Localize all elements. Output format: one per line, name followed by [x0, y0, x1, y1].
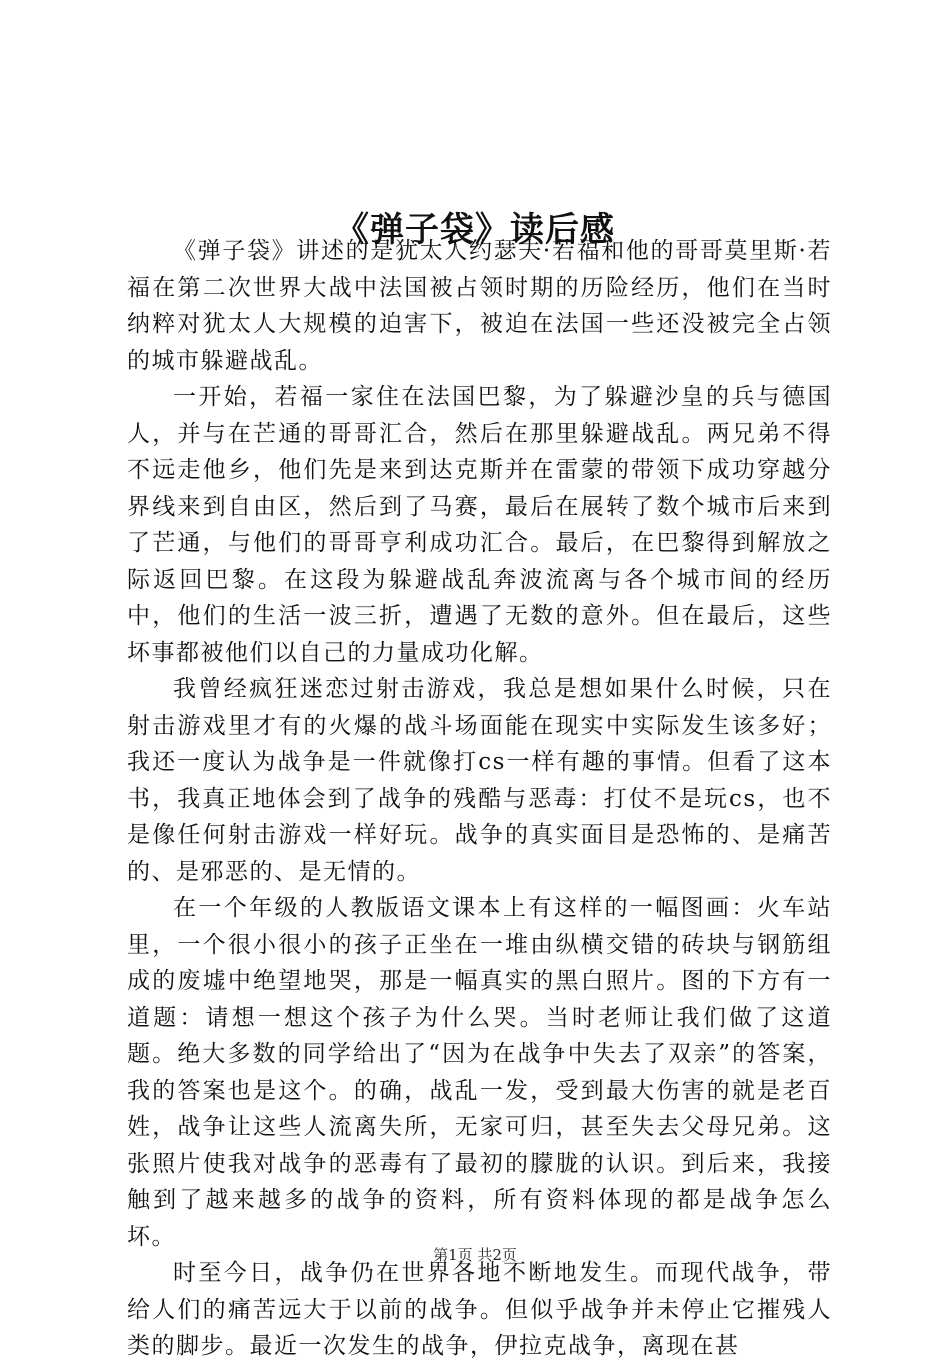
paragraph-5: 时至今日，战争仍在世界各地不断地发生。而现代战争，带给人们的痛苦远大于以前的战争。但似乎战争并未停止它摧残人类的脚步。最近一次发生的战争，伊拉克战争，离现在甚	[127, 1260, 832, 1359]
paragraph-2: 一开始，若福一家住在法国巴黎，为了躲避沙皇的兵与德国人，并与在芒通的哥哥汇合，然后在那里躲避战乱。两兄弟不得不远走他乡，他们先是来到达克斯并在雷蒙的带领下成功穿越分界线来到自由区，然后到了马赛，最后在展转了数个城市后来到了芒通，与他们的哥哥亨利成功汇合。最后，在巴黎得到解放之际返回巴黎。在这段为躲避战乱奔波流离与各个城市间的经历中，他们的生活一波三折，遭遇了无数的意外。但在最后，这些坏事都被他们以自己的力量成功化解。	[127, 384, 832, 666]
page-footer: 第1页 共2页	[433, 1246, 517, 1264]
paragraph-3: 我曾经疯狂迷恋过射击游戏，我总是想如果什么时候，只在射击游戏里才有的火爆的战斗场面能在现实中实际发生该多好；我还一度认为战争是一件就像打cs一样有趣的事情。但看了这本书，我真正地体会到了战争的残酷与恶毒：打仗不是玩cs，也不是像任何射击游戏一样好玩。战争的真实面目是恐怖的、是痛苦的、是邪恶的、是无情的。	[127, 676, 832, 885]
paragraph-1: 《弹子袋》讲述的是犹太人约瑟夫·若福和他的哥哥莫里斯·若福在第二次世界大战中法国被占领时期的历险经历，他们在当时纳粹对犹太人大规模的迫害下，被迫在法国一些还没被完全占领的城市躲避战乱。	[127, 238, 832, 374]
paragraph-4: 在一个年级的人教版语文课本上有这样的一幅图画：火车站里，一个很小很小的孩子正坐在一堆由纵横交错的砖块与钢筋组成的废墟中绝望地哭，那是一幅真实的黑白照片。图的下方有一道题：请想一想这个孩子为什么哭。当时老师让我们做了这道题。绝大多数的同学给出了“因为在战争中失去了双亲”的答案，我的答案也是这个。的确，战乱一发，受到最大伤害的就是老百姓，战争让这些人流离失所，无家可归，甚至失去父母兄弟。这张照片使我对战争的恶毒有了最初的朦胧的认识。到后来，我接触到了越来越多的战争的资料，所有资料体现的都是战争怎么坏。	[127, 895, 832, 1250]
document-body	[127, 233, 832, 1365]
document-title: 《弹子袋》读后感	[335, 209, 615, 250]
